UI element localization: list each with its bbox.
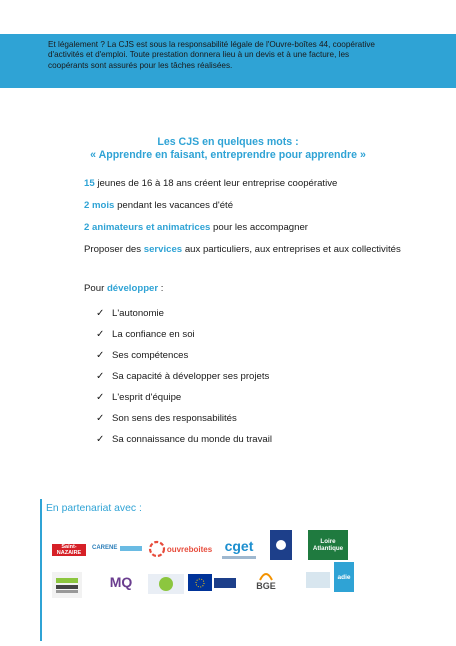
checklist-item: ✓ Son sens des responsabilités [96, 412, 237, 424]
checklist-item: ✓ L'autonomie [96, 307, 164, 319]
mq-logo: MQ [109, 574, 133, 590]
saint-nazaire-logo: Saint-NAZAIRE [52, 544, 86, 556]
eu-stars-icon [192, 577, 208, 589]
bge-logo: BGE [246, 568, 286, 594]
check-icon: ✓ [96, 412, 105, 424]
banner-line: coopérants sont assurés pour les tâches réalisées. [48, 60, 233, 70]
fact-text: Proposer des [84, 244, 144, 255]
checklist [96, 303, 272, 450]
fact-item [84, 243, 444, 265]
europe-circle-icon [159, 577, 173, 591]
banner-text [48, 40, 412, 71]
check-icon: ✓ [96, 391, 105, 403]
checklist-item: ✓ L'esprit d'équipe [96, 391, 182, 403]
ouvreboites-logo: ouvreboites [147, 538, 213, 560]
carene-logo: CARENE [92, 540, 142, 556]
check-icon: ✓ [96, 349, 105, 361]
avise-logo [52, 572, 82, 598]
facts-list [84, 177, 444, 265]
marianne-icon [275, 539, 287, 551]
cget-subtext-icon [222, 556, 256, 559]
avise-emblem-icon [54, 574, 80, 596]
loire-atlantique-logo: Loire Atlantique [308, 530, 348, 560]
fact-highlight: 2 animateurs et animatrices [84, 222, 211, 233]
checklist-item: ✓ Sa connaissance du monde du travail [96, 433, 272, 445]
checklist-item: ✓ Sa capacité à développer ses projets [96, 370, 270, 382]
fse-logo [214, 578, 236, 588]
fact-text: pour les accompagner [210, 222, 308, 233]
republique-logo [270, 530, 292, 560]
develop-intro: Pour développer : [84, 283, 164, 294]
check-icon: ✓ [96, 307, 105, 319]
partner-divider [40, 499, 42, 641]
checklist-item: ✓ Ses compétences [96, 349, 189, 361]
cget-logo: cget [218, 535, 260, 563]
banner-line: d'activités et d'emploi. Toute prestation donnera lieu à un devis et à une facture, les [48, 50, 350, 60]
carene-stripe-icon [120, 546, 142, 551]
adie-logo: adie [334, 562, 354, 592]
check-icon: ✓ [96, 328, 105, 340]
develop-highlight: développer [106, 283, 159, 294]
check-icon: ✓ [96, 433, 105, 445]
fact-highlight: 15 [84, 178, 95, 189]
partners-title: En partenariat avec : [46, 503, 142, 514]
banner-line: Et légalement ? La CJS est sous la responsabilité légale de l'Ouvre-boîtes 44, coopérative [48, 40, 375, 49]
fact-text: aux particuliers, aux entreprises et aux collectivités [182, 244, 401, 255]
title-line-1: Les CJS en quelques mots : [157, 136, 299, 148]
section-title [0, 136, 456, 162]
check-icon: ✓ [96, 370, 105, 382]
fact-highlight: services [143, 244, 183, 255]
title-line-2: « Apprendre en faisant, entreprendre pour apprendre » [90, 149, 366, 161]
fact-item [84, 177, 444, 199]
fact-text: jeunes de 16 à 18 ans créent leur entreprise coopérative [94, 178, 338, 189]
bge-arc-icon [259, 571, 273, 581]
ca-logo [306, 572, 330, 588]
europe-logo [148, 574, 184, 594]
eu-flag-logo [188, 574, 212, 591]
ouvreboites-circle-icon [148, 540, 166, 558]
fact-item [84, 199, 444, 221]
checklist-item: ✓ La confiance en soi [96, 328, 195, 340]
fact-highlight: 2 mois [84, 200, 115, 211]
fact-text: pendant les vacances d'été [114, 200, 234, 211]
fact-item [84, 221, 444, 243]
